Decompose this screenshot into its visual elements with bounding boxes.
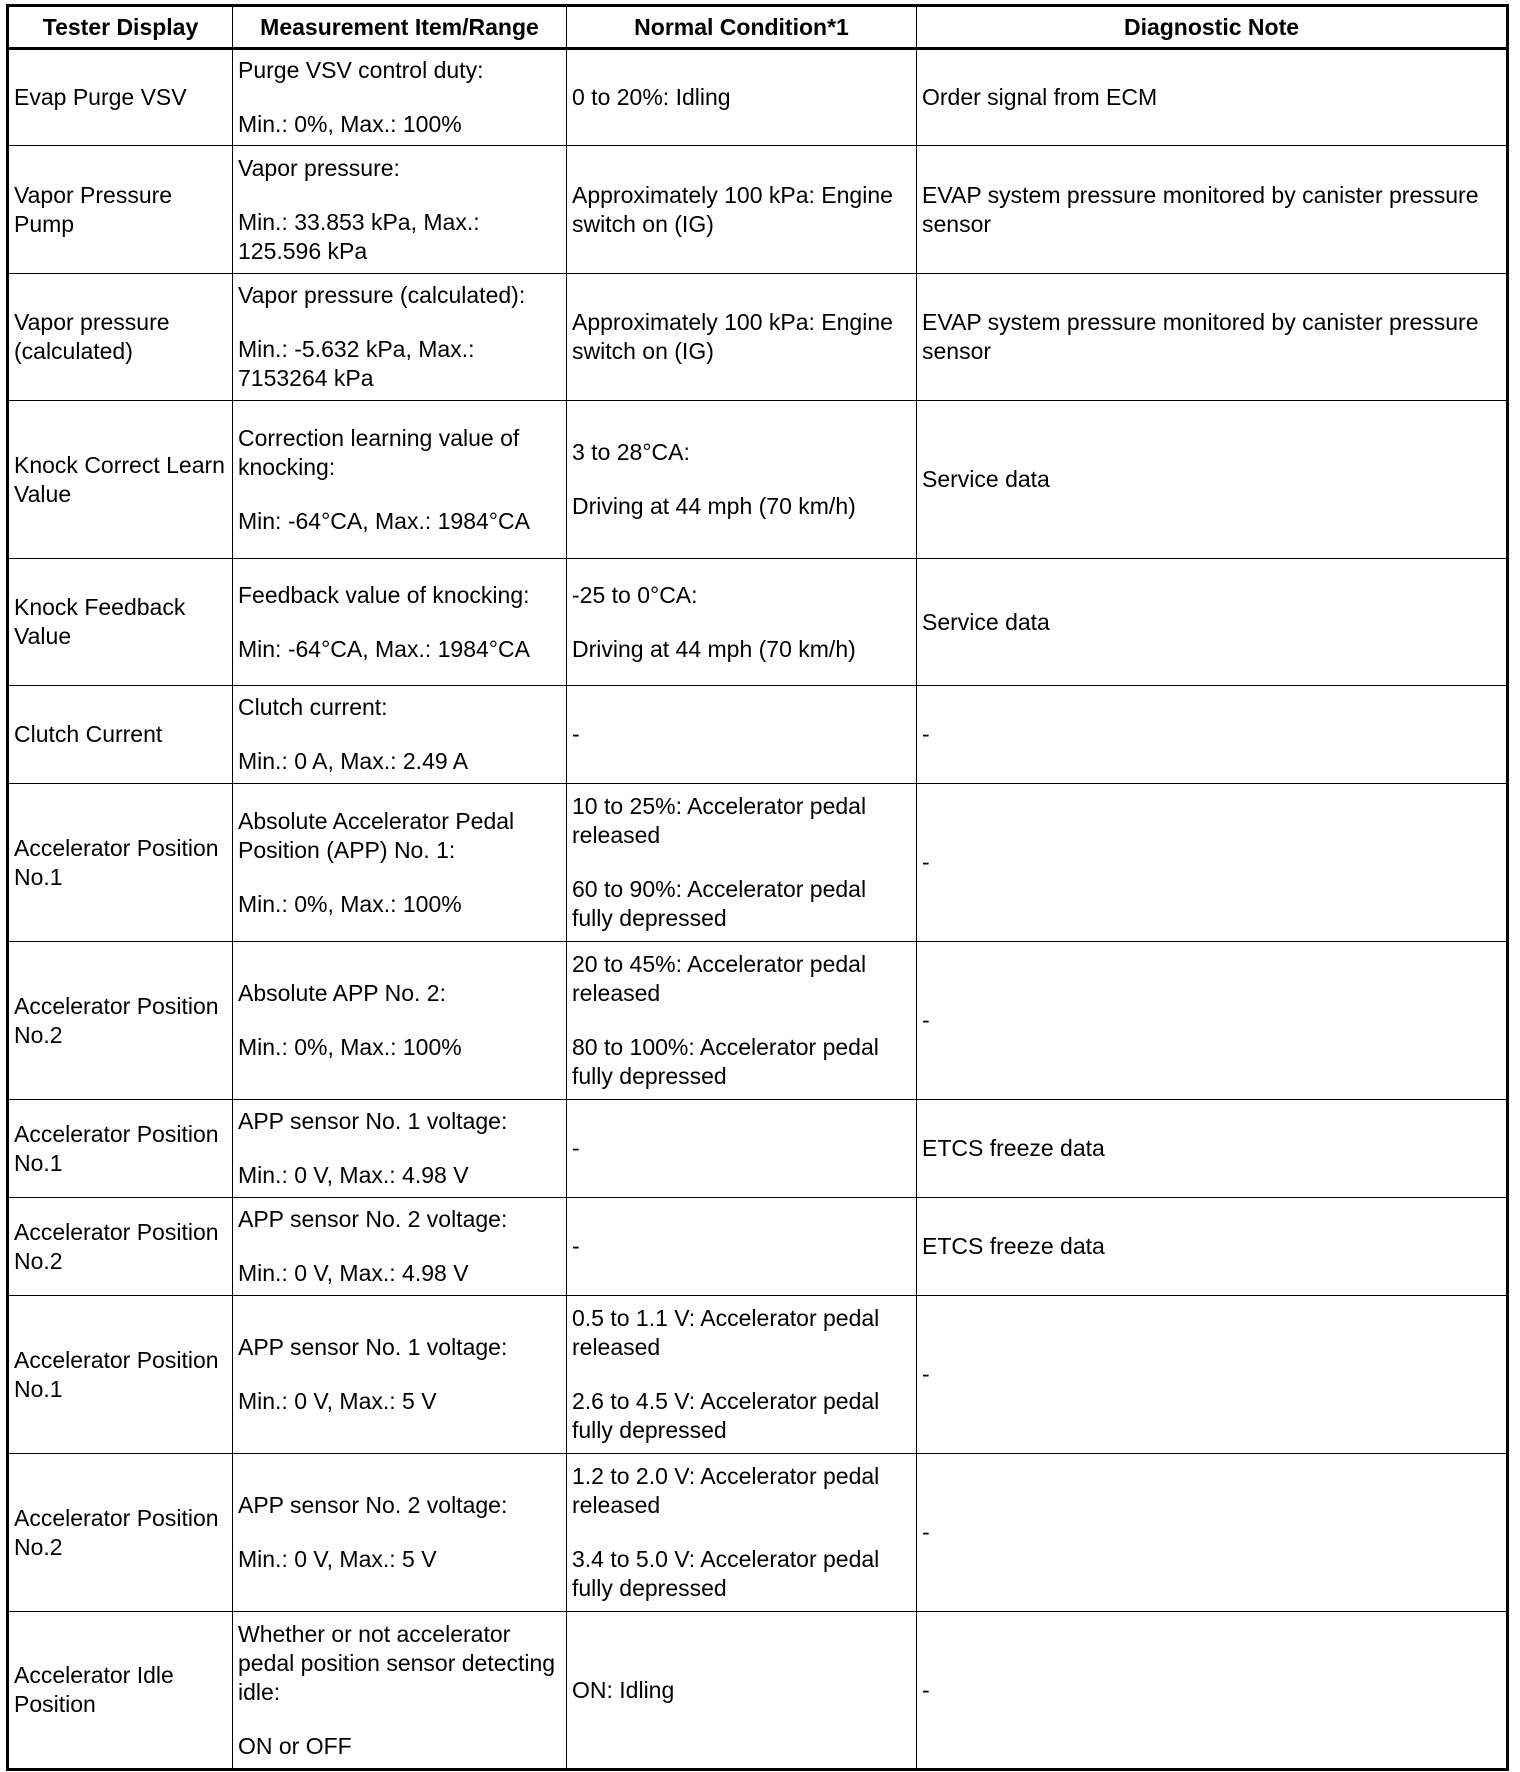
table-row — [8, 784, 1508, 942]
measurement-line: Clutch current: — [238, 694, 388, 720]
measurement-line: Min.: 0%, Max.: 100% — [238, 111, 462, 137]
cell-measurement-item-range — [233, 146, 567, 274]
normal-condition-line: - — [572, 721, 580, 747]
cell-tester-display: Accelerator Idle Position — [8, 1612, 233, 1770]
table-row — [8, 274, 1508, 401]
normal-condition-line: Approximately 100 kPa: Engine switch on (IG) — [572, 309, 893, 364]
normal-condition-line: 10 to 25%: Accelerator pedal released — [572, 793, 867, 848]
cell-tester-display: Accelerator Position No.2 — [8, 942, 233, 1100]
cell-tester-display: Accelerator Position No.2 — [8, 1454, 233, 1612]
data-list-table — [6, 4, 1509, 1771]
normal-condition-line: 3 to 28°CA: — [572, 439, 690, 465]
cell-diagnostic-note: - — [917, 1296, 1508, 1454]
cell-tester-display: Accelerator Position No.1 — [8, 1296, 233, 1454]
cell-normal-condition — [567, 942, 917, 1100]
cell-diagnostic-note: - — [917, 1454, 1508, 1612]
measurement-line: Min.: 0%, Max.: 100% — [238, 890, 462, 917]
measurement-line: ON or OFF — [238, 1732, 352, 1759]
normal-condition-line: 3.4 to 5.0 V: Accelerator pedal fully depressed — [572, 1546, 880, 1601]
cell-diagnostic-note: ETCS freeze data — [917, 1100, 1508, 1198]
table-row — [8, 49, 1508, 146]
cell-normal-condition — [567, 274, 917, 401]
cell-tester-display: Vapor pressure (calculated) — [8, 274, 233, 401]
normal-condition-line: 2.6 to 4.5 V: Accelerator pedal fully depressed — [572, 1388, 880, 1443]
cell-diagnostic-note: - — [917, 942, 1508, 1100]
normal-condition-line: 0 to 20%: Idling — [572, 84, 731, 110]
cell-tester-display: Evap Purge VSV — [8, 49, 233, 146]
cell-diagnostic-note: EVAP system pressure monitored by canister pressure sensor — [917, 146, 1508, 274]
measurement-line: APP sensor No. 2 voltage: — [238, 1492, 508, 1518]
cell-normal-condition — [567, 686, 917, 784]
cell-measurement-item-range — [233, 942, 567, 1100]
measurement-line: Correction learning value of knocking: — [238, 424, 520, 480]
measurement-line: Vapor pressure (calculated): — [238, 282, 526, 308]
table-row — [8, 942, 1508, 1100]
table-row — [8, 559, 1508, 686]
table-row — [8, 401, 1508, 559]
cell-normal-condition — [567, 559, 917, 686]
cell-measurement-item-range — [233, 1296, 567, 1454]
table-row — [8, 1454, 1508, 1612]
normal-condition-line: - — [572, 1233, 580, 1259]
cell-diagnostic-note: Service data — [917, 559, 1508, 686]
cell-diagnostic-note: ETCS freeze data — [917, 1198, 1508, 1296]
cell-tester-display: Accelerator Position No.1 — [8, 1100, 233, 1198]
cell-measurement-item-range — [233, 559, 567, 686]
cell-measurement-item-range — [233, 784, 567, 942]
normal-condition-line: Approximately 100 kPa: Engine switch on (IG) — [572, 181, 893, 237]
measurement-line: Min.: 0 A, Max.: 2.49 A — [238, 748, 469, 774]
measurement-line: APP sensor No. 1 voltage: — [238, 1108, 508, 1134]
cell-diagnostic-note: EVAP system pressure monitored by canister pressure sensor — [917, 274, 1508, 401]
cell-diagnostic-note: - — [917, 784, 1508, 942]
cell-measurement-item-range — [233, 274, 567, 401]
cell-diagnostic-note: - — [917, 1612, 1508, 1770]
measurement-line: APP sensor No. 1 voltage: — [238, 1334, 508, 1360]
table-row — [8, 686, 1508, 784]
measurement-line: APP sensor No. 2 voltage: — [238, 1206, 508, 1232]
table-row — [8, 1612, 1508, 1770]
measurement-line: Min.: 33.853 kPa, Max.: 125.596 kPa — [238, 208, 480, 264]
cell-measurement-item-range — [233, 1100, 567, 1198]
measurement-line: Vapor pressure: — [238, 154, 400, 181]
measurement-line: Whether or not accelerator pedal position sensor detecting idle: — [238, 1620, 556, 1705]
normal-condition-line: ON: Idling — [572, 1676, 675, 1703]
cell-normal-condition — [567, 401, 917, 559]
header-measurement-item-range: Measurement Item/Range — [233, 6, 567, 49]
normal-condition-line: 1.2 to 2.0 V: Accelerator pedal released — [572, 1463, 880, 1518]
measurement-line: Min: -64°CA, Max.: 1984°CA — [238, 635, 530, 662]
header-tester-display: Tester Display — [8, 6, 233, 49]
measurement-line: Min.: 0 V, Max.: 4.98 V — [238, 1162, 469, 1188]
measurement-line: Purge VSV control duty: — [238, 57, 484, 83]
measurement-line: Min.: 0 V, Max.: 5 V — [238, 1388, 437, 1414]
cell-measurement-item-range — [233, 401, 567, 559]
table-row — [8, 146, 1508, 274]
cell-diagnostic-note: Order signal from ECM — [917, 49, 1508, 146]
cell-diagnostic-note: - — [917, 686, 1508, 784]
table-row — [8, 1296, 1508, 1454]
cell-normal-condition — [567, 49, 917, 146]
cell-tester-display: Vapor Pressure Pump — [8, 146, 233, 274]
cell-tester-display: Knock Correct Learn Value — [8, 401, 233, 559]
cell-tester-display: Knock Feedback Value — [8, 559, 233, 686]
cell-normal-condition — [567, 1100, 917, 1198]
measurement-line: Min: -64°CA, Max.: 1984°CA — [238, 507, 530, 534]
normal-condition-line: 0.5 to 1.1 V: Accelerator pedal released — [572, 1305, 880, 1360]
measurement-line: Min.: 0%, Max.: 100% — [238, 1034, 462, 1060]
cell-measurement-item-range — [233, 49, 567, 146]
cell-measurement-item-range — [233, 1612, 567, 1770]
measurement-line: Absolute APP No. 2: — [238, 980, 446, 1006]
normal-condition-line: Driving at 44 mph (70 km/h) — [572, 635, 856, 662]
cell-normal-condition — [567, 146, 917, 274]
normal-condition-line: -25 to 0°CA: — [572, 581, 698, 608]
normal-condition-line: - — [572, 1135, 580, 1161]
table-row — [8, 1198, 1508, 1296]
measurement-line: Min.: 0 V, Max.: 4.98 V — [238, 1260, 469, 1286]
cell-normal-condition — [567, 1296, 917, 1454]
table-row — [8, 1100, 1508, 1198]
cell-normal-condition — [567, 1454, 917, 1612]
cell-normal-condition — [567, 1198, 917, 1296]
normal-condition-line: 80 to 100%: Accelerator pedal fully depressed — [572, 1034, 879, 1089]
measurement-line: Absolute Accelerator Pedal Position (APP) No. 1: — [238, 807, 515, 863]
cell-measurement-item-range — [233, 686, 567, 784]
cell-tester-display: Accelerator Position No.1 — [8, 784, 233, 942]
measurement-line: Min.: 0 V, Max.: 5 V — [238, 1546, 437, 1572]
cell-measurement-item-range — [233, 1454, 567, 1612]
cell-tester-display: Clutch Current — [8, 686, 233, 784]
cell-normal-condition — [567, 784, 917, 942]
cell-tester-display: Accelerator Position No.2 — [8, 1198, 233, 1296]
measurement-line: Feedback value of knocking: — [238, 581, 530, 608]
cell-measurement-item-range — [233, 1198, 567, 1296]
cell-normal-condition — [567, 1612, 917, 1770]
header-diagnostic-note: Diagnostic Note — [917, 6, 1508, 49]
normal-condition-line: 60 to 90%: Accelerator pedal fully depressed — [572, 876, 867, 931]
measurement-line: Min.: -5.632 kPa, Max.: 7153264 kPa — [238, 336, 475, 391]
header-row — [8, 6, 1508, 49]
normal-condition-line: 20 to 45%: Accelerator pedal released — [572, 951, 867, 1006]
cell-diagnostic-note: Service data — [917, 401, 1508, 559]
header-normal-condition: Normal Condition*1 — [567, 6, 917, 49]
normal-condition-line: Driving at 44 mph (70 km/h) — [572, 493, 856, 519]
